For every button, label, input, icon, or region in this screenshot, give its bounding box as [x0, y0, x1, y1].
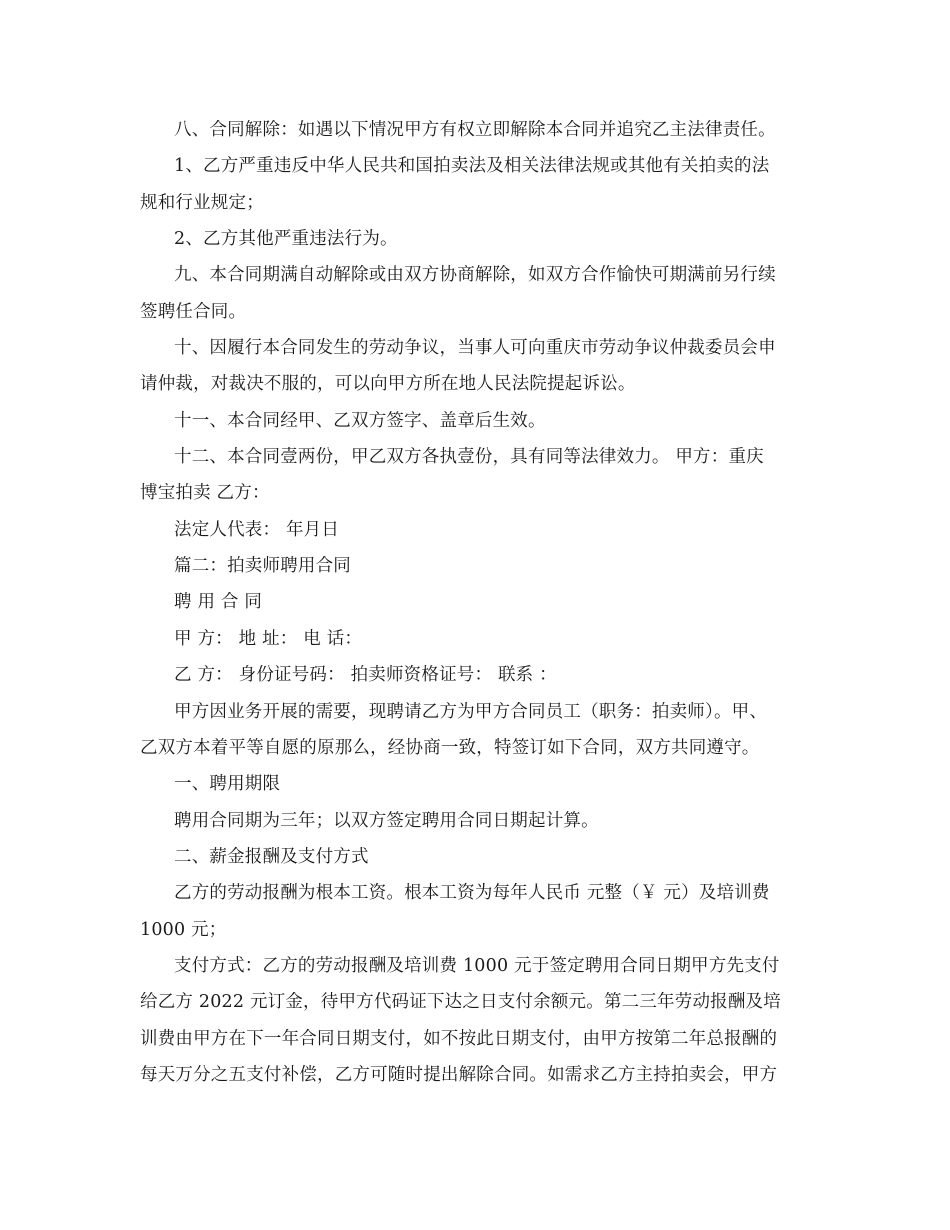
- paragraph: [140, 839, 820, 875]
- paragraph: [140, 657, 820, 693]
- text-line: 二、薪金报酬及支付方式: [174, 846, 369, 867]
- text-line: 2、乙方其他严重违法行为。: [174, 229, 398, 250]
- text-line: 聘 用 合 同: [174, 592, 263, 613]
- text-line: 甲方因业务开展的需要，现聘请乙方为甲方合同员工（职务：拍卖师）。甲、: [174, 701, 768, 722]
- paragraph: [140, 766, 820, 802]
- text-line: 十二、本合同壹两份，甲乙双方各执壹份，具有同等法律效力。 甲方：重庆: [174, 447, 764, 468]
- text-line: 每天万分之五支付补偿，乙方可随时提出解除合同。如需求乙方主持拍卖会，甲方: [140, 1064, 778, 1085]
- paragraph: [140, 512, 820, 548]
- text-line: 甲 方： 地 址： 电 话：: [174, 628, 363, 649]
- paragraph: [140, 112, 820, 148]
- text-line: 篇二：拍卖师聘用合同: [174, 556, 351, 577]
- paragraph: [140, 330, 820, 403]
- text-line: 给乙方 2022 元订金，待甲方代码证下达之日支付余额元。第二三年劳动报酬及培: [140, 992, 781, 1013]
- text-line: 八、合同解除：如遇以下情况甲方有权立即解除本合同并追究乙主法律责任。: [174, 120, 776, 140]
- text-line: 1000 元；: [140, 919, 227, 940]
- text-line: 聘用合同期为三年；以双方签定聘用合同日期起计算。: [174, 810, 599, 831]
- text-line: 规和行业规定；: [140, 192, 264, 213]
- paragraph: [140, 584, 820, 620]
- paragraph: [140, 439, 820, 512]
- paragraph: [140, 257, 820, 330]
- text-line: 训费由甲方在下一年合同日期支付，如不按此日期支付，由甲方按第二年总报酬的: [140, 1028, 778, 1049]
- paragraph: [140, 694, 820, 767]
- text-line: 九、本合同期满自动解除或由双方协商解除，如双方合作愉快可期满前另行续: [174, 265, 776, 286]
- text-line: 乙 方： 身份证号码： 拍卖师资格证号： 联系 ：: [174, 665, 557, 686]
- text-line: 请仲裁，对裁决不服的，可以向甲方所在地人民法院提起诉讼。: [140, 374, 636, 395]
- text-line: 签聘任合同。: [140, 301, 247, 322]
- text-line: 十、因履行本合同发生的劳动争议，当事人可向重庆市劳动争议仲裁委员会申: [174, 338, 776, 359]
- paragraph: [140, 548, 820, 584]
- text-line: 法定人代表： 年月日: [174, 519, 340, 540]
- text-line: 十一、本合同经甲、乙双方签字、盖章后生效。: [174, 410, 546, 431]
- text-line: 乙双方本着平等自愿的原那么，经协商一致，特签订如下合同，双方共同遵守。: [140, 737, 760, 758]
- paragraph: [140, 403, 820, 439]
- text-line: 一、聘用期限: [174, 774, 281, 795]
- paragraph: [140, 221, 820, 257]
- paragraph: [140, 875, 820, 948]
- paragraph: [140, 148, 820, 221]
- paragraph: [140, 948, 820, 1093]
- document-page: [140, 112, 820, 1093]
- paragraph: [140, 621, 820, 657]
- paragraph: [140, 803, 820, 839]
- text-line: 博宝拍卖 乙方：: [140, 483, 270, 504]
- text-line: 支付方式：乙方的劳动报酬及培训费 1000 元于签定聘用合同日期甲方先支付: [174, 955, 780, 976]
- text-line: 乙方的劳动报酬为根本工资。根本工资为每年人民币 元整（￥ 元）及培训费: [174, 883, 770, 904]
- text-line: 1、乙方严重违反中华人民共和国拍卖法及相关法律法规或其他有关拍卖的法: [174, 156, 770, 177]
